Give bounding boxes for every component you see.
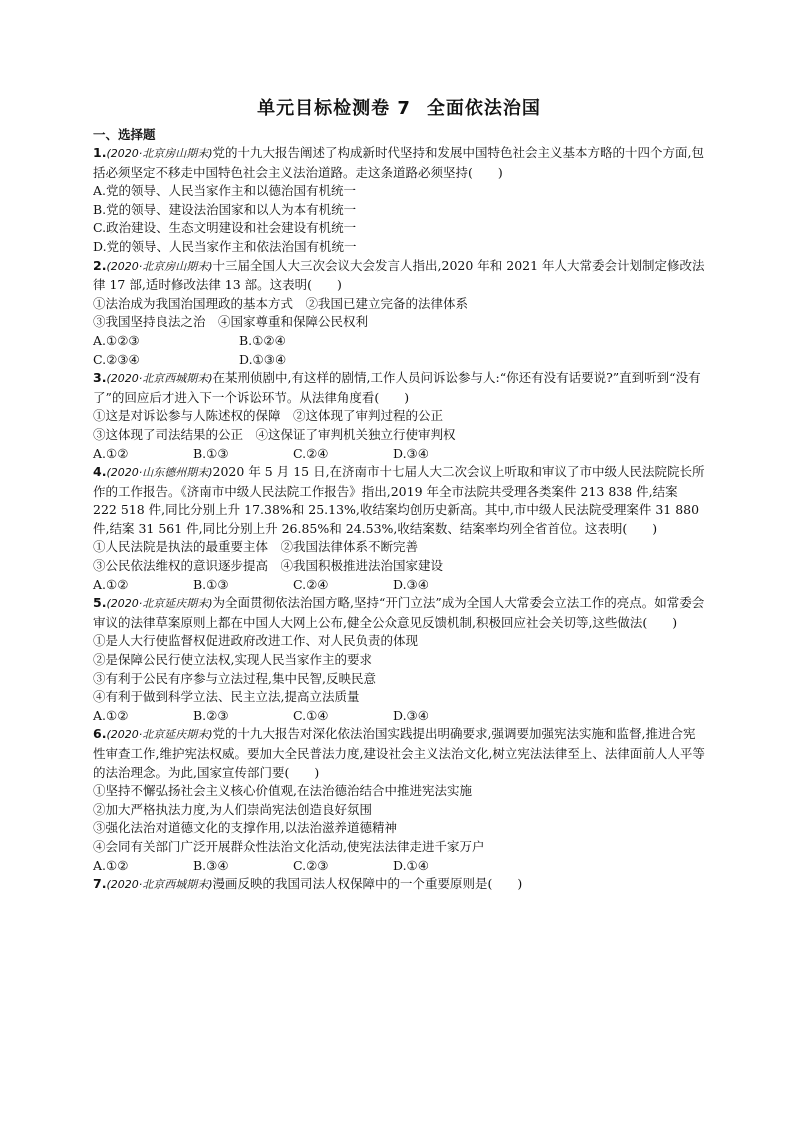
page-title [93, 96, 705, 122]
option-d: D.①③④ [239, 351, 287, 367]
question-source: (2020·北京延庆期末) [106, 597, 213, 611]
statement-line: ③我国坚持良法之治 ④国家尊重和保障公民权利 [93, 314, 369, 330]
question-1 [93, 144, 705, 257]
answer-options [93, 857, 705, 876]
answer-options [93, 351, 705, 370]
page [93, 96, 705, 895]
statement-line: ③强化法治对道德文化的支撑作用,以法治滋养道德精神 [93, 820, 397, 836]
answer-options [93, 576, 705, 595]
question-source: (2020·山东德州期末) [106, 466, 213, 480]
answer-options [93, 707, 705, 726]
option-d: D.③④ [393, 576, 429, 592]
option-a: A.①②③ [93, 332, 140, 348]
question-source: (2020·北京西城期末) [106, 878, 213, 892]
title-left: 单元目标检测卷 7 [257, 98, 411, 119]
option-line: C.政治建设、生态文明建设和社会建设有机统一 [93, 220, 357, 236]
option-a: A.①② [93, 857, 129, 873]
question-source: (2020·北京房山期末) [106, 147, 213, 160]
option-c: C.②③ [293, 857, 329, 873]
statement-line: ②加大严格执法力度,为人们崇尚宪法创造良好氛围 [93, 801, 372, 817]
option-b: B.①③ [193, 445, 229, 461]
option-line: B.党的领导、建设法治国家和以人为本有机统一 [93, 201, 357, 217]
question-source: (2020·北京房山期末) [106, 259, 213, 273]
statement-line: ③有利于公民有序参与立法过程,集中民智,反映民意 [93, 670, 376, 686]
title-right: 全面依法治国 [426, 98, 541, 119]
option-c: C.①④ [293, 707, 329, 723]
option-d: D.③④ [393, 445, 429, 461]
question-stem: 2.(2020·北京房山期末)十三届全国人大三次会议大会发言人指出,2020 年和 2021 年人大常委会计划制定修改法律 17 部,适时修改法律 13 部。这表明( ) [93, 257, 705, 293]
option-line: A.党的领导、人民当家作主和以德治国有机统一 [93, 183, 357, 199]
statement-line: ①这是对诉讼参与人陈述权的保障 ②这体现了审判过程的公正 [93, 408, 444, 424]
statement-line: ③公民依法维权的意识逐步提高 ④我国积极推进法治国家建设 [93, 558, 444, 574]
option-c: C.②④ [293, 445, 329, 461]
question-source: (2020·北京延庆期末) [106, 728, 213, 742]
question-stem: 3.(2020·北京西城期末)在某刑侦剧中,有这样的剧情,工作人员问诉讼参与人:“你还有没有话要说?”直到听到“没有了”的回应后才进入下一个诉讼环节。从法律角度看( ) [93, 370, 701, 405]
option-b: B.②③ [193, 707, 229, 723]
statement-line: ②是保障公民行使立法权,实现人民当家作主的要求 [93, 652, 372, 668]
question-stem: 7.(2020·北京西城期末)漫画反映的我国司法人权保障中的一个重要原则是( ) [93, 876, 523, 892]
question-7 [93, 875, 705, 895]
option-b: B.①③ [193, 576, 229, 592]
question-3 [93, 369, 705, 463]
statement-line: ④会同有关部门广泛开展群众性法治文化活动,使宪法法律走进千家万户 [93, 838, 485, 854]
statement-line: ①人民法院是执法的最重要主体 ②我国法律体系不断完善 [93, 539, 419, 555]
section-heading: 一、选择题 [93, 127, 156, 142]
option-b: B.①②④ [239, 332, 286, 348]
question-source: (2020·北京西城期末) [106, 372, 213, 386]
option-c: C.②④ [293, 576, 329, 592]
option-d: D.①④ [393, 857, 429, 873]
statement-line: ③这体现了司法结果的公正 ④这保证了审判机关独立行使审判权 [93, 426, 456, 442]
option-d: D.③④ [393, 707, 429, 723]
option-b: B.③④ [193, 857, 229, 873]
statement-line: ①是人大行使监督权促进政府改进工作、对人民负责的体现 [93, 633, 419, 649]
question-stem: 5.(2020·北京延庆期末)为全面贯彻依法治国方略,坚持“开门立法”成为全国人大常委会立法工作的亮点。如常委会审议的法律草案原则上都在中国人大网上公布,健全公众意见反馈机制,积极回应社会关切等,这些做法( ) [93, 595, 705, 630]
option-a: A.①② [93, 445, 129, 461]
option-a: A.①② [93, 576, 129, 592]
statement-line: ①法治成为我国治国理政的基本方式 ②我国已建立完备的法律体系 [93, 295, 469, 311]
answer-options [93, 332, 705, 351]
question-6 [93, 725, 705, 875]
question-stem: 1.(2020·北京房山期末)党的十九大报告阐述了构成新时代坚持和发展中国特色社会主义基本方略的十四个方面,包括必须坚定不移走中国特色社会主义法治道路。走这条道路必须坚持( ) [93, 145, 705, 180]
statement-line: ④有利于做到科学立法、民主立法,提高立法质量 [93, 689, 360, 705]
option-a: A.①② [93, 707, 129, 723]
option-line: D.党的领导、人民当家作主和依法治国有机统一 [93, 238, 357, 254]
question-stem: 4.(2020·山东德州期末)2020 年 5 月 15 日,在济南市十七届人大二次会议上听取和审议了市中级人民法院院长所作的工作报告。《济南市中级人民法院工作报告》指出,2019 年全市法院共受理各类案件 213 838 件,结案 222 518 件,同比分别上升 17.38%和 25.13%,收结案均创历史新高。其中,市中级人民法院受理案件 31 880 件,结案 31 561 件,同比分别上升 26.85%和 24.53%,收结案数、结案率均列全省首位。这表明( ) [93, 464, 705, 536]
option-c: C.②③④ [93, 351, 140, 367]
answer-options [93, 445, 705, 464]
statement-line: ①坚持不懈弘扬社会主义核心价值观,在法治德治结合中推进宪法实施 [93, 783, 472, 799]
question-2 [93, 257, 705, 370]
question-5 [93, 594, 705, 725]
question-4 [93, 463, 705, 594]
question-stem: 6.(2020·北京延庆期末)党的十九大报告对深化依法治国实践提出明确要求,强调要加强宪法实施和监督,推进合宪性审查工作,维护宪法权威。要加大全民普法力度,建设社会主义法治文化,树立宪法法律至上、法律面前人人平等的法治理念。为此,国家宣传部门要( ) [93, 726, 705, 780]
